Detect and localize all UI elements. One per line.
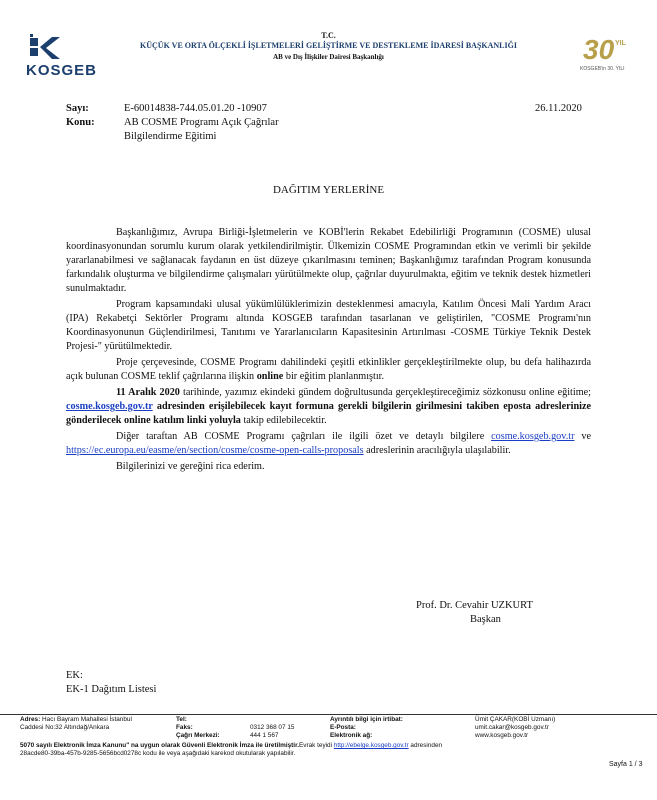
paragraph-5: Diğer taraftan AB COSME Programı çağrıları ile ilgili özet ve detaylı bilgilere cosme.kosgeb.gov.tr ve https://ec.europa.eu/easme/en/section/cosme/cosme-open-calls-proposals adreslerinin aracılığıyla ulaşılabilir. xyxy=(66,431,591,456)
konu-line1: AB COSME Programı Açık Çağrılar xyxy=(124,117,279,128)
footer-info-labels: Ayrıntılı bilgi için irtibat: E-Posta: Elektronik ağ: xyxy=(330,716,403,739)
paragraph-3: Proje çerçevesinde, COSME Programı dahilindeki çeşitli etkinlikler gerçekleştirilmekte olup, bu defa halihazırda açık bulunan COSME teklif çağrılarına ilişkin online bir eğitim planlanmıştır. xyxy=(66,357,591,382)
footer-legal: 5070 sayılı Elektronik İmza Kanunu" na uygun olarak Güvenli Elektronik İmza ile üretilmiştir.Evrak teyidi http://ebelge.kosgeb.gov.tr adresinden 28acde80-39ba-457b-9285-5656bcd0278c kodu ile veya aşağıdaki karekod okutularak yapılabilir. xyxy=(20,742,443,757)
signatory-name: Prof. Dr. Cevahir UZKURT xyxy=(416,600,533,611)
footer-contact-labels: Tel: Faks: Çağrı Merkezi: xyxy=(176,716,220,739)
paragraph-4: 11 Aralık 2020 tarihinde, yazımız ekindeki gündem doğrultusunda gerçekleştireceğimiz sözkonusu online eğitime; cosme.kosgeb.gov.tr adresinden erişilebilecek kayıt formuna gerekli bilgilerin girilmesini takiben eposta adreslerinize gönderilecek online katılım linki yoluyla takip edilebilecektir. xyxy=(66,387,591,426)
anniversary-word: YIL xyxy=(615,40,626,47)
paragraph-6: Bilgilerinizi ve gereğini rica ederim. xyxy=(116,461,265,472)
konu-label: Konu: xyxy=(66,117,95,128)
distribution-title: DAĞITIM YERLERİNE xyxy=(272,184,385,196)
document-date: 26.11.2020 xyxy=(535,103,582,114)
footer-divider xyxy=(0,714,657,715)
anniversary-caption: KOSGEB'in 30. YILI xyxy=(580,66,625,72)
sayi-value: E-60014838-744.05.01.20 -10907 xyxy=(124,103,267,114)
page-number: Sayfa 1 / 3 xyxy=(609,761,643,768)
ek-label: EK: xyxy=(66,670,83,681)
sayi-label: Sayı: xyxy=(66,103,89,114)
paragraph-1: Başkanlığımız, Avrupa Birliği-İşletmelerin ve KOBİ'lerin Rekabet Edebilirliği Programının (COSME) ulusal koordinasyonundan sorumlu kurum olarak yetkilendirilmiştir. Ülkemizin COSME Programından etkin ve verimli bir şekilde yararlanabilmesi ve sağlanacak faydanın en üst düzeye çıkarılmasını teminen; Başkanlığımız tarafından Program konusunda farkındalık oluşturma ve bilgilendirme çalışmaları yürütülmekte olup, çağrılar duyurulmakta, eğitim ve teknik destek hizmetleri sunulmaktadır. xyxy=(66,227,591,294)
footer-info-values: Ümit ÇAKAR(KOBİ Uzmanı) umit.cakar@kosgeb.gov.tr www.kosgeb.gov.tr xyxy=(475,716,556,739)
signatory-title: Başkan xyxy=(470,614,501,625)
letter-body xyxy=(66,226,591,476)
konu-line2: Bilgilendirme Eğitimi xyxy=(124,131,217,142)
ebelge-link[interactable]: http://ebelge.kosgeb.gov.tr xyxy=(333,742,409,749)
cosme-link[interactable]: cosme.kosgeb.gov.tr xyxy=(66,401,153,412)
footer-contact-values: 0312 368 07 15 444 1 567 xyxy=(250,724,295,739)
footer-address: Adres: Hacı Bayram Mahallesi İstanbul Caddesi No:32 Altındağ/Ankara xyxy=(20,716,132,731)
anniversary-number: 30 xyxy=(583,34,615,65)
cosme-link-2[interactable]: cosme.kosgeb.gov.tr xyxy=(491,431,575,442)
header-organization: KÜÇÜK VE ORTA ÖLÇEKLİ İŞLETMELERİ GELİŞTİRME VE DESTEKLEME İDARESİ BAŞKANLIĞI xyxy=(140,41,517,50)
header-department: AB ve Dış İlişkiler Dairesi Başkanlığı xyxy=(273,53,384,61)
ek-item: EK-1 Dağıtım Listesi xyxy=(66,684,157,695)
logo-text: KOSGEB xyxy=(26,62,98,79)
header-tc: T.C. xyxy=(321,31,336,40)
ec-europa-link[interactable]: https://ec.europa.eu/easme/en/section/cosme/cosme-open-calls-proposals xyxy=(66,445,364,456)
paragraph-2: Program kapsamındaki ulusal yükümlülüklerimizin desteklenmesi amacıyla, Katılım Öncesi Mali Yardım Aracı (IPA) Rekabetçi Sektörler Programı altında KOSGEB tarafından tasarlanan ve geliştirilen, "COSME Programı'nın Koordinasyonunun Güçlendirilmesi, Tanıtımı ve Yararlanıcıların Kapasitesinin Artırılması -COSME Türkiye Teknik Destek Projesi-" yürütülmektedir. xyxy=(66,299,591,352)
